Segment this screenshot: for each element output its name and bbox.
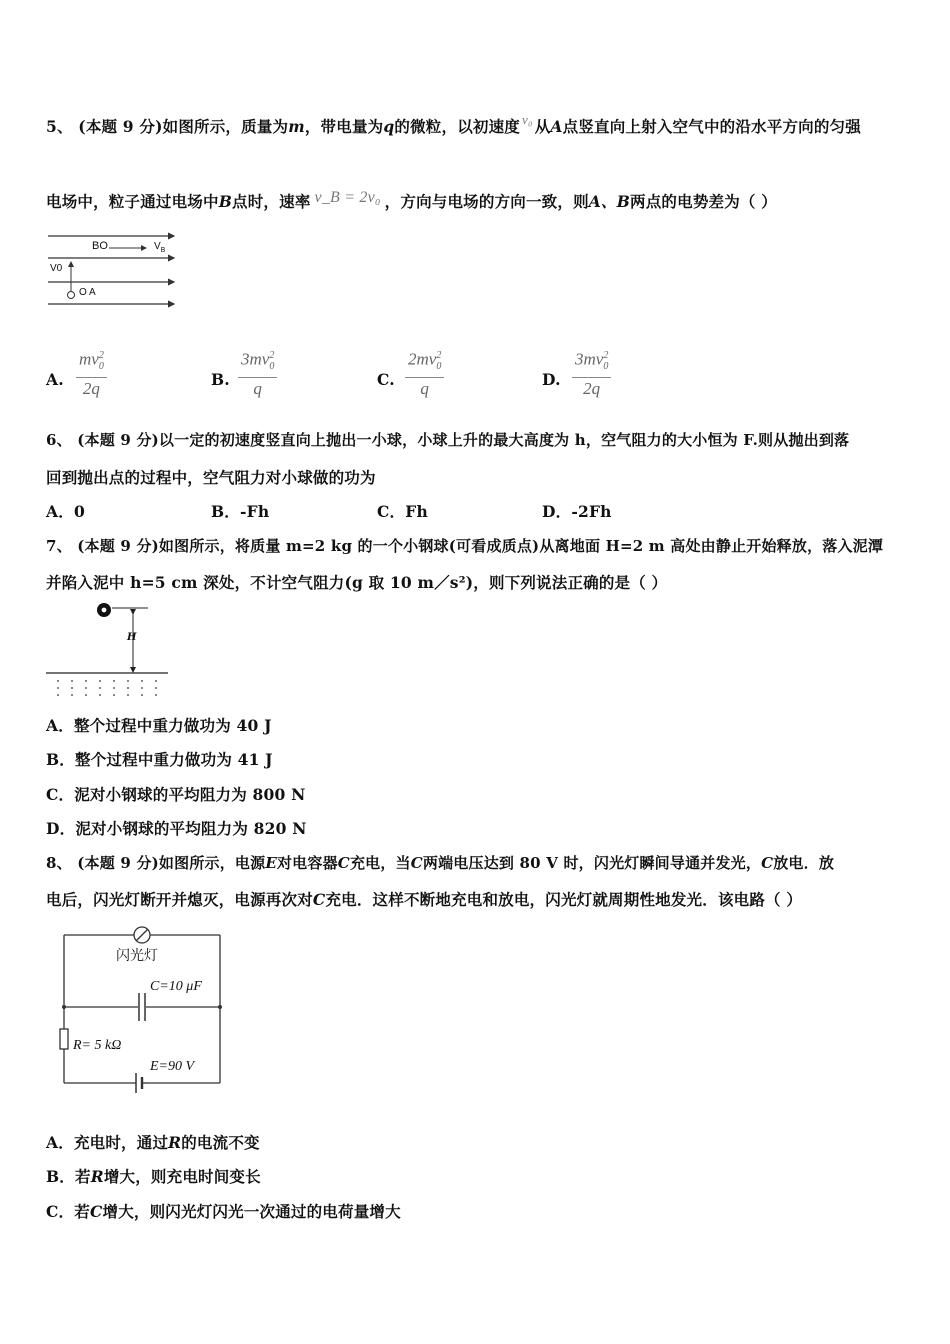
q7-option-b[interactable]: B．整个过程中重力做功为 41 J — [46, 750, 273, 769]
formula-v0: v₀ — [522, 112, 533, 127]
q8-option-a[interactable]: A．充电时，通过R的电流不变 — [46, 1133, 260, 1152]
q6-line1: 6、 (本题 9 分)以一定的初速度竖直向上抛出一小球，小球上升的最大高度为 h，空气阻力的大小恒为 F.则从抛出到落 — [46, 431, 850, 449]
q5-option-a-formula[interactable]: $\frac{mv_0^2}{2q}$ — [76, 346, 107, 400]
q7-drop-diagram — [46, 600, 171, 702]
q6-option-a[interactable]: A．0 — [46, 502, 85, 521]
q7-option-d[interactable]: D．泥对小钢球的平均阻力为 820 N — [46, 819, 307, 838]
q8-option-c[interactable]: C．若C增大，则闪光灯闪光一次通过的电荷量增大 — [46, 1202, 401, 1221]
q5-fig-a: O A — [79, 287, 96, 298]
q5-fig-bo: BO — [92, 240, 108, 252]
q8-line1: 8、 (本题 9 分)如图所示，电源E对电容器C充电，当C两端电压达到 80 V 时，闪光灯瞬间导通并发光，C放电．放 — [46, 854, 835, 872]
point-b: B — [218, 192, 233, 211]
q7-option-c[interactable]: C．泥对小钢球的平均阻力为 800 N — [46, 785, 306, 804]
q5-fig-vb: $V_B$ — [154, 241, 166, 254]
q6-option-b[interactable]: B．-Fh — [211, 502, 270, 521]
q8-fig-c: C=10 μF — [150, 979, 202, 994]
points-ab: A、B — [588, 192, 631, 211]
q8-fig-e: E=90 V — [150, 1059, 195, 1074]
formula-vb: v_B = 2v₀ — [314, 189, 381, 206]
q8-line2: 电后，闪光灯断开并熄灭，电源再次对C充电．这样不断地充电和放电，闪光灯就周期性地发光．该电路（ ） — [46, 890, 803, 909]
q5-line2: 电场中，粒子通过电场中B点时，速率 v_B = 2v₀ ，方向与电场的方向一致，则A、B两点的电势差为（ ） — [46, 189, 777, 211]
q5-option-c-label[interactable]: C. — [377, 370, 395, 389]
q7-line1: 7、 (本题 9 分)如图所示，将质量 m=2 kg 的一个小钢球(可看成质点)从离地面 H=2 m 高处由静止开始释放，落入泥潭 — [46, 537, 884, 555]
q6-option-d[interactable]: D．-2Fh — [542, 502, 612, 521]
q7-line2: 并陷入泥中 h=5 cm 深处，不计空气阻力(g 取 10 m／s²)，则下列说法正确的是（ ） — [46, 573, 668, 592]
q5-option-b-label[interactable]: B. — [211, 370, 230, 389]
var-m: m — [288, 117, 305, 136]
q8-option-b[interactable]: B．若R增大，则充电时间变长 — [46, 1167, 261, 1186]
point-a: A — [550, 117, 563, 136]
var-q: q — [383, 117, 395, 136]
q5-option-d-label[interactable]: D. — [542, 370, 561, 389]
q5-option-a-label[interactable]: A. — [46, 370, 64, 389]
q5-option-c-formula[interactable]: $\frac{2mv_0^2}{q}$ — [405, 346, 444, 400]
q5-option-b-formula[interactable]: $\frac{3mv_0^2}{q}$ — [238, 346, 277, 400]
q6-line2: 回到抛出点的过程中，空气阻力对小球做的功为 — [46, 468, 376, 487]
q5-line1: 5、 (本题 9 分)如图所示，质量为m，带电量为q的微粒，以初速度 $^{v_0}$ 从A点竖直向上射入空气中的沿水平方向的匀强 — [46, 112, 861, 136]
q5-fig-v0: V0 — [50, 263, 63, 274]
q7-fig-h: H — [127, 632, 137, 643]
q8-fig-r: R= 5 kΩ — [73, 1038, 122, 1053]
q7-option-a[interactable]: A．整个过程中重力做功为 40 J — [46, 716, 272, 735]
q5-option-d-formula[interactable]: $\frac{3mv_0^2}{2q}$ — [572, 346, 611, 400]
q6-option-c[interactable]: C．Fh — [377, 502, 428, 521]
q8-fig-lamp: 闪光灯 — [116, 948, 158, 964]
